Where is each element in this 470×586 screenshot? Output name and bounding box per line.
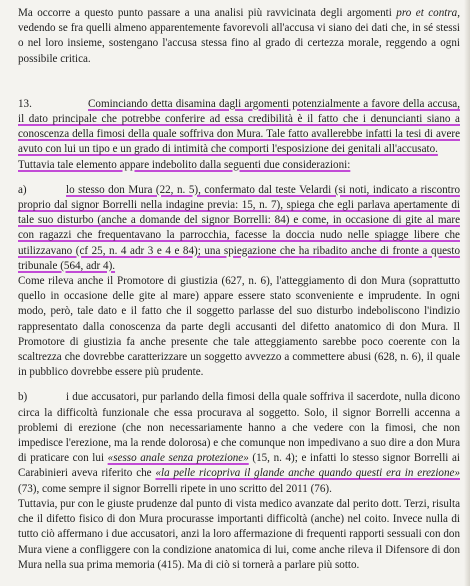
section-number: 13. xyxy=(18,97,32,110)
item-b-quote-2: «la pelle ricopriva il glande anche quando questi era in erezione» xyxy=(155,467,460,480)
item-b-paragraph xyxy=(18,390,460,496)
item-a-paragraph xyxy=(18,183,460,274)
item-b-text-1: i due accusatori, pur parlando della fimosi della quale soffriva il sacerdote, nulla dicono circa la difficoltà funzionale che essa procurava al soggetto. Solo, il signor Borrelli accenna a problemi di erezione (che non necessariamente hanno a che vedere con la fimosi, che non impedisce l'erezione, ma la rende dolorosa) e che comunque non impedivano a suo dire a don Mura di praticare con lui xyxy=(18,391,460,465)
intro-text-c: , vedendo se fra quelli almeno apparentemente favorevoli all'accusa vi siano dei dati che, in sé stessi o nel loro insieme, sostengano l'accusa stessa fino al grado di certezza morale, reggendo a ogni possibile critica. xyxy=(18,7,460,65)
item-b-followup: Tuttavia, pur con le giuste prudenze dal punto di vista medico avanzate dal perito dott. Terzi, risulta che il difetto fisico di don Mura procurasse importanti difficoltà (anche) nel coito. Invece nulla di tutto ciò affermano i due accusatori, anzi la loro affermazione di frequenti rapporti sessuali con don Mura viene a confliggere con la condizione anatomica di lui, come anche rileva il Difensore di don Mura nella sua prima memoria (415). Ma di ciò si tornerà a parlare più sotto. xyxy=(18,497,460,571)
section-13-lead-in-text: Tuttavia tale elemento appare indebolito dalla seguenti due considerazioni: xyxy=(18,158,351,171)
item-b-quote-1: «sesso anale senza protezione» xyxy=(107,452,249,465)
item-a-highlighted-text: lo stesso don Mura (22, n. 5), confermato dal teste Velardi (si noti, indicato a riscontro proprio dal signor Borrelli nella indagine previa: 15, n. 7), spiega che egli parlava apertamente di tale suo disturbo (anche a domande del signor Borrelli: 84) e come, in occasione di gite al mare con ragazzi che frequentavano la parrocchia, facesse la doccia nudo nelle spiagge libere che utilizzavano (cf 25, n. 4 adr 3 e 4 e 84); una spiegazione che ha ribadito anche di fronte a questo tribunale (564, adr 4). xyxy=(18,183,460,272)
item-a-followup: Come rileva anche il Promotore di giustizia (627, n. 6), l'atteggiamento di don Mura (soprattutto quello in occasione delle gite al mare) appare essere stato sconveniente e imprudente. In ogni modo, però, tale dato e il fatto che il soggetto parlasse del suo disturbo indeboliscono l'indizio rappresentato dalla conoscenza da parte degli accusanti del difetto anatomico di don Mura. Il Promotore di giustizia fa anche presente che tale atteggiamento sarebbe poco coerente con la scaltrezza che dovrebbe caratterizzare un soggetto avvezzo a commettere abusi (628, n. 6), il quale in pubblico dovrebbe essere più prudente. xyxy=(18,275,460,379)
section-13-highlighted-text: Cominciando detta disamina dagli argomenti potenzialmente a favore della accusa, il dato principale che potrebbe conferire ad essa credibilità è il fatto che i denuncianti siano a conoscenza della fimosi della quale soffriva don Mura. Tale fatto avallerebbe infatti la tesi di avere avuto con lui un tipo e un grado di intimità che comporti l'esposizione dei genitali all'accusato. xyxy=(18,97,460,156)
section-13-paragraph xyxy=(18,97,460,158)
item-b-label: b) xyxy=(18,391,28,404)
scan-edge-shadow xyxy=(464,0,470,586)
item-b-text-3: (73), come sempre il signor Borrelli ripete in uno scritto del 2011 (76). xyxy=(18,482,332,495)
intro-paragraph xyxy=(18,6,460,67)
intro-italic-term: pro et contra xyxy=(396,7,458,19)
intro-text-a: Ma occorre a questo punto passare a una analisi più ravvicinata degli argomenti xyxy=(18,7,397,19)
section-13-lead-in xyxy=(18,158,460,173)
item-a-label: a) xyxy=(18,183,27,196)
item-b-text-2: (15, n. 4); e infatti lo stesso signor Borrelli ai Carabinieri aveva riferito che xyxy=(18,452,460,480)
